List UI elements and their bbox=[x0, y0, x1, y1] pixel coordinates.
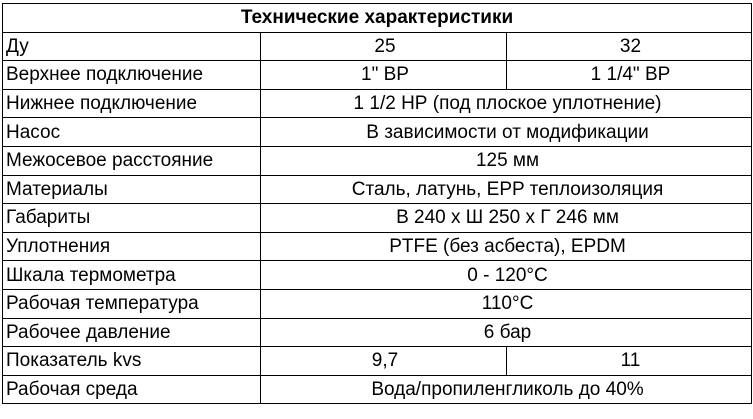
value-cell-du32: 32 bbox=[507, 32, 752, 61]
parameter-value-cell: 6 бар bbox=[261, 318, 752, 347]
table-row bbox=[3, 204, 752, 233]
table-row bbox=[3, 232, 752, 261]
table-row bbox=[3, 32, 752, 61]
parameter-name-cell: Ду bbox=[3, 32, 261, 61]
table-row bbox=[3, 118, 752, 147]
table-row bbox=[3, 61, 752, 90]
parameter-value-cell: 0 - 120°С bbox=[261, 261, 752, 290]
parameter-name-cell: Верхнее подключение bbox=[3, 61, 261, 90]
parameter-name-cell: Показатель kvs bbox=[3, 347, 261, 376]
parameter-value-cell: Вода/пропиленгликоль до 40% bbox=[261, 375, 752, 404]
parameter-name-cell: Нижнее подключение bbox=[3, 89, 261, 118]
parameter-name-cell: Межосевое расстояние bbox=[3, 146, 261, 175]
table-row bbox=[3, 347, 752, 376]
parameter-value-cell: 125 мм bbox=[261, 146, 752, 175]
value-cell-du32: 11 bbox=[507, 347, 752, 376]
table-body bbox=[3, 32, 752, 404]
parameter-name-cell: Рабочая температура bbox=[3, 289, 261, 318]
table-title: Технические характеристики bbox=[3, 4, 752, 33]
table-row bbox=[3, 375, 752, 404]
parameter-name-cell: Габариты bbox=[3, 204, 261, 233]
parameter-value-cell: PTFE (без асбеста), EPDM bbox=[261, 232, 752, 261]
value-cell-du25: 1" ВР bbox=[261, 61, 507, 90]
table-row bbox=[3, 89, 752, 118]
table-row bbox=[3, 318, 752, 347]
specs-table bbox=[2, 3, 752, 404]
parameter-name-cell: Насос bbox=[3, 118, 261, 147]
table-row bbox=[3, 289, 752, 318]
parameter-name-cell: Материалы bbox=[3, 175, 261, 204]
parameter-value-cell: 1 1/2 НР (под плоское уплотнение) bbox=[261, 89, 752, 118]
parameter-name-cell: Уплотнения bbox=[3, 232, 261, 261]
table-header-row bbox=[3, 4, 752, 33]
parameter-name-cell: Рабочая среда bbox=[3, 375, 261, 404]
parameter-value-cell: В 240 х Ш 250 х Г 246 мм bbox=[261, 204, 752, 233]
value-cell-du25: 9,7 bbox=[261, 347, 507, 376]
parameter-value-cell: 110°С bbox=[261, 289, 752, 318]
parameter-name-cell: Шкала термометра bbox=[3, 261, 261, 290]
parameter-value-cell: В зависимости от модификации bbox=[261, 118, 752, 147]
parameter-value-cell: Сталь, латунь, EPP теплоизоляция bbox=[261, 175, 752, 204]
table-row bbox=[3, 261, 752, 290]
table-row bbox=[3, 146, 752, 175]
value-cell-du25: 25 bbox=[261, 32, 507, 61]
parameter-name-cell: Рабочее давление bbox=[3, 318, 261, 347]
value-cell-du32: 1 1/4" ВР bbox=[507, 61, 752, 90]
table-row bbox=[3, 175, 752, 204]
